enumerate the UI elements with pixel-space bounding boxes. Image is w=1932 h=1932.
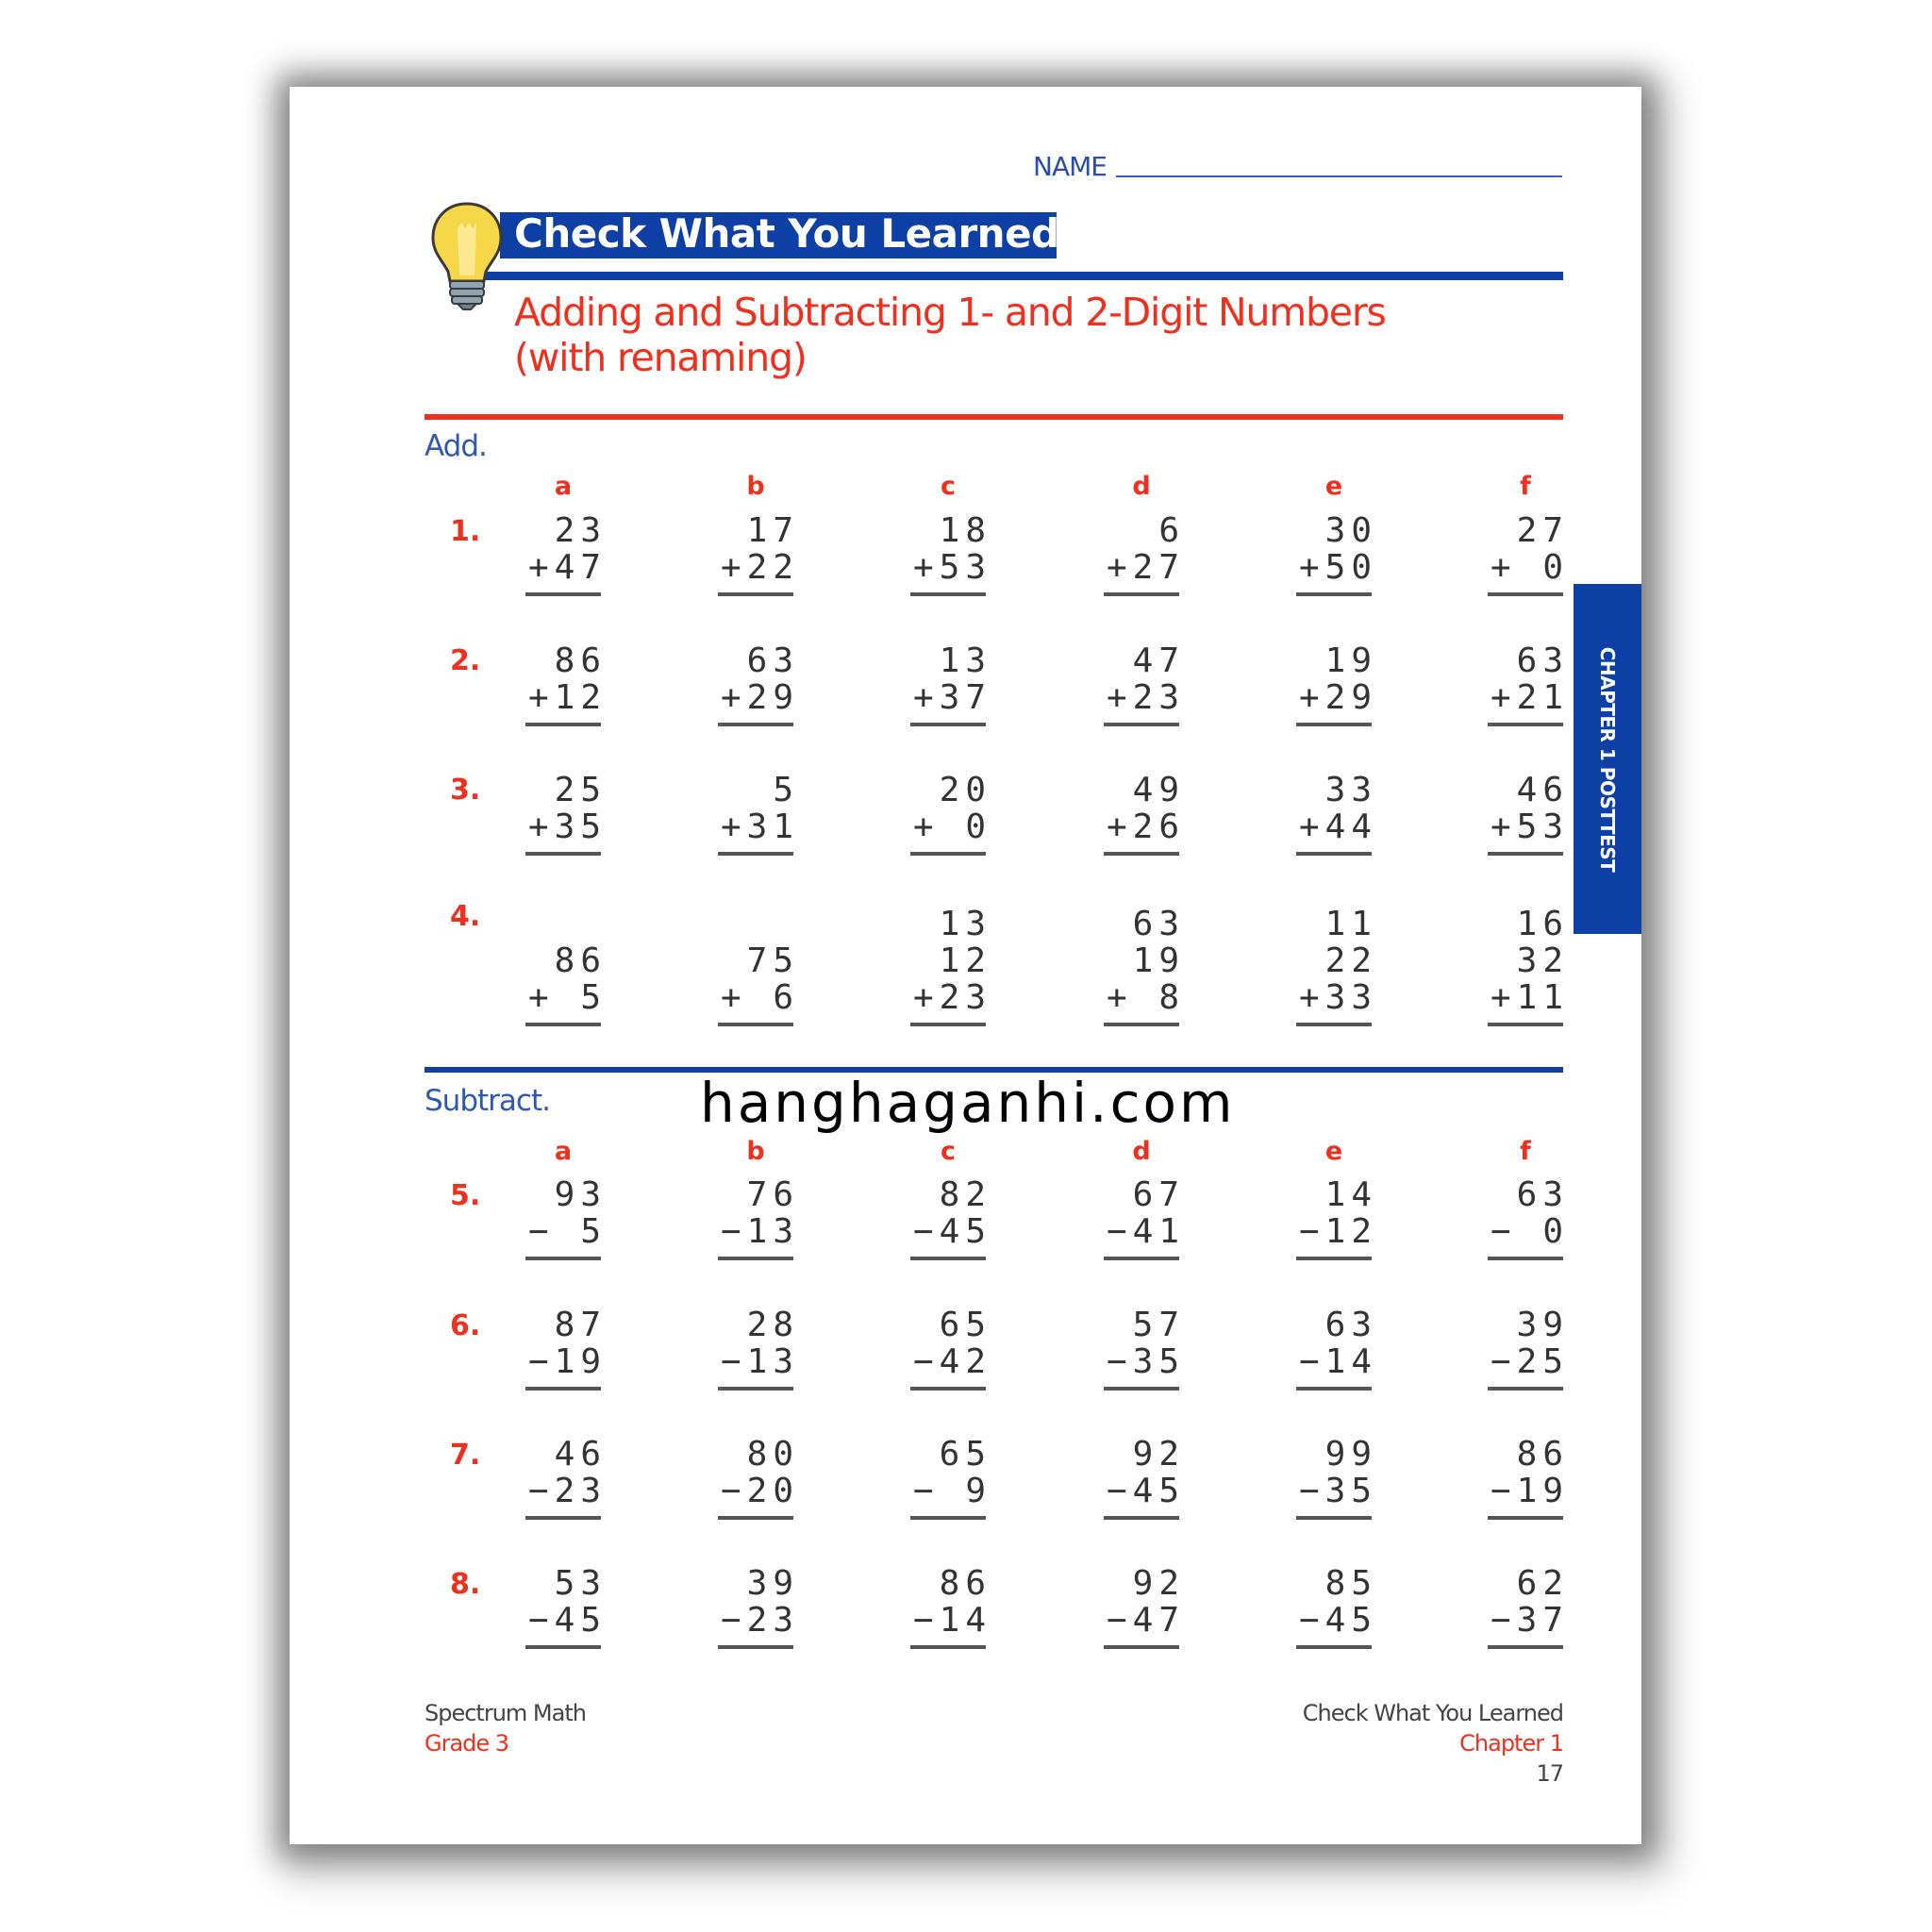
column-letter-b: b — [746, 1137, 765, 1166]
answer-line[interactable] — [910, 723, 986, 726]
problem-2-e — [1296, 771, 1377, 856]
answer-line[interactable] — [525, 1023, 601, 1026]
problem-operand: +29 — [720, 678, 799, 717]
problem-0-b — [718, 1175, 799, 1260]
problem-operand: 63 — [746, 641, 799, 680]
problem-2-d — [1104, 1435, 1185, 1520]
column-letter-f: f — [1520, 1137, 1531, 1166]
answer-line[interactable] — [1488, 852, 1563, 856]
problem-operand: 62 — [1516, 1564, 1569, 1603]
problem-row-number: 2. — [450, 644, 481, 677]
problem-operand: 30 — [1324, 511, 1377, 550]
problem-operand: 25 — [554, 771, 607, 809]
problem-operand: 33 — [1324, 771, 1377, 809]
answer-line[interactable] — [1488, 1387, 1563, 1391]
problem-row-number: 8. — [450, 1568, 481, 1601]
problem-2-e — [1296, 1435, 1377, 1520]
answer-line[interactable] — [1488, 723, 1563, 726]
problem-0-a — [525, 1175, 607, 1260]
footer-grade: Grade 3 — [425, 1730, 509, 1757]
problem-operand: +23 — [912, 978, 991, 1017]
problem-operand: + 0 — [1490, 548, 1569, 587]
problem-0-c — [910, 1175, 991, 1260]
problem-operand: + 0 — [912, 808, 991, 846]
answer-line[interactable] — [1296, 1387, 1372, 1391]
problem-operand — [718, 906, 799, 942]
answer-line[interactable] — [718, 1257, 793, 1260]
answer-line[interactable] — [718, 592, 793, 596]
worksheet-page — [290, 87, 1641, 1844]
problem-operand: + 5 — [527, 978, 607, 1017]
problem-row-number: 3. — [450, 774, 481, 807]
problem-operand: −13 — [720, 1342, 799, 1381]
problem-operand: −35 — [1298, 1472, 1377, 1510]
problem-3-c — [910, 1564, 991, 1649]
problem-operand: 86 — [554, 641, 607, 680]
problem-3-e — [1296, 905, 1377, 1026]
answer-line[interactable] — [525, 1387, 601, 1391]
title-rule — [453, 272, 1563, 280]
problem-0-a — [525, 511, 607, 596]
subtract-instruction: Subtract. — [425, 1084, 550, 1118]
answer-line[interactable] — [525, 852, 601, 856]
problem-operand: + 6 — [720, 978, 799, 1017]
problem-1-d — [1104, 641, 1185, 726]
problem-operand: 80 — [746, 1435, 799, 1474]
problem-operand: +35 — [527, 808, 607, 846]
problem-operand: −19 — [527, 1342, 607, 1381]
problem-operand: 99 — [1324, 1435, 1377, 1474]
answer-line[interactable] — [1104, 723, 1179, 726]
answer-line[interactable] — [1296, 723, 1372, 726]
chapter-tab-label: CHAPTER 1 POSTTEST — [1596, 646, 1619, 872]
problem-operand: 67 — [1132, 1175, 1185, 1214]
problem-operand: 47 — [1132, 641, 1185, 680]
problem-operand: 63 — [1324, 1306, 1377, 1344]
problem-1-d — [1104, 1306, 1185, 1391]
problem-operand: +53 — [912, 548, 991, 587]
problem-operand: 93 — [554, 1175, 607, 1214]
problem-operand: 75 — [746, 941, 799, 980]
problem-operand: +26 — [1106, 808, 1185, 846]
problem-operand: − 5 — [527, 1212, 607, 1251]
problem-operand: 19 — [1324, 641, 1377, 680]
problem-operand: 19 — [1132, 941, 1185, 980]
problem-operand: +27 — [1106, 548, 1185, 587]
page-title: Check What You Learned — [514, 210, 1059, 257]
problem-operand: 63 — [1132, 905, 1185, 943]
answer-line[interactable] — [1296, 1645, 1372, 1649]
answer-line[interactable] — [910, 1023, 986, 1026]
problem-operand: +37 — [912, 678, 991, 717]
answer-line[interactable] — [525, 1516, 601, 1520]
problem-row-number: 7. — [450, 1439, 481, 1472]
problem-operand: 86 — [1516, 1435, 1569, 1474]
answer-line[interactable] — [525, 1257, 601, 1260]
problem-1-a — [525, 641, 607, 726]
watermark-text: hanghaganhi.com — [700, 1071, 1236, 1135]
problem-2-b — [718, 1435, 799, 1520]
answer-line[interactable] — [1104, 852, 1179, 856]
problem-operand: −45 — [1298, 1601, 1377, 1640]
problem-operand: 76 — [746, 1175, 799, 1214]
problem-operand: 46 — [554, 1435, 607, 1474]
problem-operand: 11 — [1324, 905, 1377, 943]
problem-operand: −42 — [912, 1342, 991, 1381]
problem-operand: −14 — [912, 1601, 991, 1640]
answer-line[interactable] — [718, 1645, 793, 1649]
problem-operand: 18 — [939, 511, 991, 550]
problem-operand: −12 — [1298, 1212, 1377, 1251]
problem-operand: 92 — [1132, 1564, 1185, 1603]
problem-3-a — [525, 906, 607, 1026]
problem-operand: −45 — [1106, 1472, 1185, 1510]
problem-operand: −13 — [720, 1212, 799, 1251]
problem-2-a — [525, 771, 607, 856]
problem-1-e — [1296, 1306, 1377, 1391]
problem-1-b — [718, 641, 799, 726]
problem-operand: 92 — [1132, 1435, 1185, 1474]
problem-2-d — [1104, 771, 1185, 856]
column-letter-c: c — [940, 472, 956, 501]
problem-operand: −19 — [1490, 1472, 1569, 1510]
problem-2-f — [1488, 771, 1569, 856]
problem-0-c — [910, 511, 991, 596]
answer-line[interactable] — [910, 592, 986, 596]
problem-operand: 28 — [746, 1306, 799, 1344]
column-letter-d: d — [1132, 1137, 1151, 1166]
problem-operand: −25 — [1490, 1342, 1569, 1381]
section-divider-red — [425, 414, 1563, 420]
answer-line[interactable] — [910, 852, 986, 856]
column-letter-d: d — [1132, 472, 1151, 501]
problem-operand: 27 — [1516, 511, 1569, 550]
problem-operand: +53 — [1490, 808, 1569, 846]
problem-operand: 16 — [1516, 905, 1569, 943]
problem-3-f — [1488, 905, 1569, 1026]
problem-1-a — [525, 1306, 607, 1391]
column-letter-f: f — [1520, 472, 1531, 501]
answer-line[interactable] — [1296, 1516, 1372, 1520]
answer-line[interactable] — [1104, 1257, 1179, 1260]
problem-operand: +11 — [1490, 978, 1569, 1017]
problem-operand: +22 — [720, 548, 799, 587]
footer-series: Spectrum Math — [425, 1700, 586, 1726]
problem-0-f — [1488, 511, 1569, 596]
problem-row-number: 6. — [450, 1309, 481, 1342]
footer-chapter: Chapter 1 — [1459, 1730, 1563, 1757]
problem-operand: 46 — [1516, 771, 1569, 809]
problem-operand: 12 — [939, 941, 991, 980]
answer-line[interactable] — [718, 1023, 793, 1026]
problem-1-c — [910, 641, 991, 726]
problem-operand: 13 — [939, 905, 991, 943]
problem-row-number: 1. — [450, 515, 481, 548]
footer-section-title: Check What You Learned — [1302, 1700, 1563, 1726]
problem-operand: 22 — [1324, 941, 1377, 980]
answer-line[interactable] — [718, 1387, 793, 1391]
problem-3-a — [525, 1564, 607, 1649]
problem-1-f — [1488, 1306, 1569, 1391]
problem-operand: 53 — [554, 1564, 607, 1603]
problem-1-c — [910, 1306, 991, 1391]
problem-0-f — [1488, 1175, 1569, 1260]
answer-line[interactable] — [525, 723, 601, 726]
answer-line[interactable] — [1488, 1645, 1563, 1649]
problem-operand — [525, 906, 607, 942]
problem-operand: 23 — [554, 511, 607, 550]
problem-operand: 82 — [939, 1175, 991, 1214]
answer-line[interactable] — [910, 1387, 986, 1391]
problem-operand: 63 — [1516, 1175, 1569, 1214]
problem-operand: − 0 — [1490, 1212, 1569, 1251]
answer-line[interactable] — [1104, 1023, 1179, 1026]
problem-operand: −23 — [720, 1601, 799, 1640]
problem-1-f — [1488, 641, 1569, 726]
problem-operand: −45 — [527, 1601, 607, 1640]
problem-operand: 87 — [554, 1306, 607, 1344]
answer-line[interactable] — [525, 1645, 601, 1649]
problem-3-b — [718, 906, 799, 1026]
answer-line[interactable] — [718, 1516, 793, 1520]
answer-line[interactable] — [910, 1516, 986, 1520]
problem-2-c — [910, 1435, 991, 1520]
problem-operand: +12 — [527, 678, 607, 717]
problem-3-c — [910, 905, 991, 1026]
problem-0-d — [1104, 511, 1185, 596]
problem-operand: 14 — [1324, 1175, 1377, 1214]
problem-operand: 20 — [939, 771, 991, 809]
answer-line[interactable] — [910, 1645, 986, 1649]
column-letter-c: c — [940, 1137, 956, 1166]
problem-3-b — [718, 1564, 799, 1649]
problem-operand: 6 — [1132, 511, 1185, 550]
problem-2-a — [525, 1435, 607, 1520]
problem-operand: 65 — [939, 1435, 991, 1474]
problem-operand: −41 — [1106, 1212, 1185, 1251]
problem-operand: −45 — [912, 1212, 991, 1251]
problem-0-d — [1104, 1175, 1185, 1260]
subtitle-line-2: (with renaming) — [514, 335, 807, 380]
problem-operand: −23 — [527, 1472, 607, 1510]
problem-operand: +29 — [1298, 678, 1377, 717]
problem-2-f — [1488, 1435, 1569, 1520]
problem-operand: 63 — [1516, 641, 1569, 680]
lightbulb-icon — [429, 200, 505, 313]
problem-0-e — [1296, 1175, 1377, 1260]
problem-operand: 85 — [1324, 1564, 1377, 1603]
column-letter-e: e — [1324, 1137, 1343, 1166]
problem-operand: −47 — [1106, 1601, 1185, 1640]
problem-3-d — [1104, 905, 1185, 1026]
problem-row-number: 4. — [450, 900, 481, 933]
problem-operand: +44 — [1298, 808, 1377, 846]
problem-operand: +23 — [1106, 678, 1185, 717]
problem-operand: −37 — [1490, 1601, 1569, 1640]
problem-operand: −35 — [1106, 1342, 1185, 1381]
column-letter-a: a — [554, 472, 573, 501]
problem-operand: + 8 — [1106, 978, 1185, 1017]
column-letter-e: e — [1324, 472, 1343, 501]
answer-line[interactable] — [718, 723, 793, 726]
problem-operand: 13 — [939, 641, 991, 680]
problem-0-e — [1296, 511, 1377, 596]
problem-operand: +47 — [527, 548, 607, 587]
answer-line[interactable] — [1104, 1516, 1179, 1520]
problem-operand: +21 — [1490, 678, 1569, 717]
problem-operand: 65 — [939, 1306, 991, 1344]
answer-line[interactable] — [910, 1257, 986, 1260]
problem-operand: 32 — [1516, 941, 1569, 980]
name-field[interactable] — [1116, 175, 1562, 177]
problem-operand: 49 — [1132, 771, 1185, 809]
problem-2-b — [718, 771, 799, 856]
problem-3-f — [1488, 1564, 1569, 1649]
problem-operand: 86 — [554, 941, 607, 980]
problem-0-b — [718, 511, 799, 596]
answer-line[interactable] — [1296, 592, 1372, 596]
answer-line[interactable] — [525, 592, 601, 596]
problem-row-number: 5. — [450, 1179, 481, 1212]
answer-line[interactable] — [1104, 592, 1179, 596]
problem-operand: +31 — [720, 808, 799, 846]
problem-1-e — [1296, 641, 1377, 726]
answer-line[interactable] — [1296, 1023, 1372, 1026]
problem-operand: 39 — [746, 1564, 799, 1603]
answer-line[interactable] — [1296, 1257, 1372, 1260]
problem-operand: −14 — [1298, 1342, 1377, 1381]
answer-line[interactable] — [1104, 1387, 1179, 1391]
answer-line[interactable] — [1296, 852, 1372, 856]
problem-operand: 39 — [1516, 1306, 1569, 1344]
problem-operand: +33 — [1298, 978, 1377, 1017]
answer-line[interactable] — [1488, 1023, 1563, 1026]
problem-operand: 57 — [1132, 1306, 1185, 1344]
answer-line[interactable] — [1488, 592, 1563, 596]
add-instruction: Add. — [425, 429, 487, 463]
name-label: NAME — [1033, 151, 1107, 182]
subtitle-line-1: Adding and Subtracting 1- and 2-Digit Numbers — [514, 290, 1386, 335]
answer-line[interactable] — [1488, 1257, 1563, 1260]
problem-3-d — [1104, 1564, 1185, 1649]
problem-operand: −20 — [720, 1472, 799, 1510]
problem-1-b — [718, 1306, 799, 1391]
problem-operand: − 9 — [912, 1472, 991, 1510]
problem-operand: 86 — [939, 1564, 991, 1603]
page-number: 17 — [1536, 1760, 1563, 1787]
problem-2-c — [910, 771, 991, 856]
problem-operand: +50 — [1298, 548, 1377, 587]
column-letter-b: b — [746, 472, 765, 501]
column-letter-a: a — [554, 1137, 573, 1166]
problem-operand: 5 — [746, 771, 799, 809]
answer-line[interactable] — [1104, 1645, 1179, 1649]
answer-line[interactable] — [1488, 1516, 1563, 1520]
page-subtitle — [514, 290, 1386, 380]
problem-operand: 17 — [746, 511, 799, 550]
problem-3-e — [1296, 1564, 1377, 1649]
answer-line[interactable] — [718, 852, 793, 856]
chapter-posttest-tab — [1574, 584, 1641, 934]
